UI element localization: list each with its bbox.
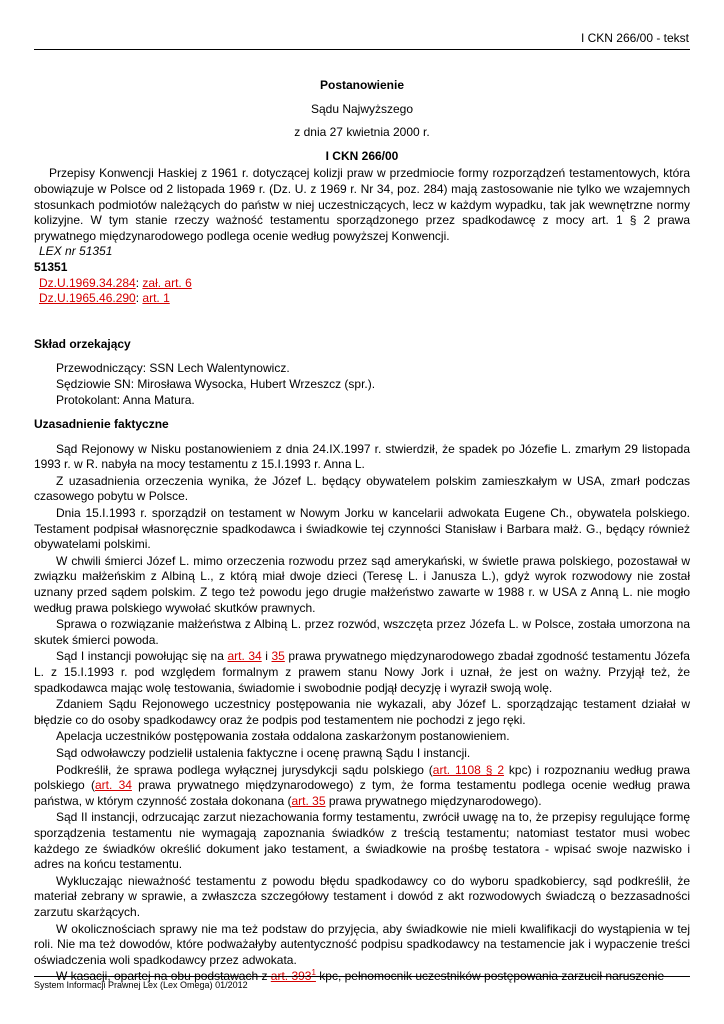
composition-heading: Skład orzekający [34, 336, 131, 351]
thesis-paragraph: Przepisy Konwencji Haskiej z 1961 r. dotyczącej kolizji praw w przedmiocie formy rozporządzeń testamentowych, która obowiązuje w Polsce od 2 listopada 1969 r. (Dz. U. z 1969 r. Nr 34, poz. 284) mają zastosowanie nie tylko we wzajemnych stosunkach podmiotów należących do państw w niej uczestniczących, lecz w każdym wypadku, tak jak wewnętrzne normy kolizyjne. W tym stanie rzeczy ważność testamentu sporządzonego przez spadkodawcę z mocy art. 1 § 2 prawa prywatnego międzynarodowego podlega ocenie według powyższej Konwencji. [34, 166, 690, 243]
ruling-date: z dnia 27 kwietnia 2000 r. [294, 125, 430, 140]
facts-paragraph: Apelacja uczestników postępowania została oddalona zaskarżonym postanowieniem. [56, 729, 510, 744]
article-link[interactable]: art. 1108 § 2 [432, 762, 505, 777]
reference-target-link[interactable]: art. 1 [142, 291, 170, 306]
article-link[interactable]: art. 35 [291, 793, 326, 808]
legal-reference-item: Dz.U.1969.34.284: zał. art. 6 [39, 275, 192, 290]
facts-paragraph: Podkreślił, że sprawa podlega wyłącznej jurysdykcji sądu polskiego (art. 1108 § 2 kpc) i rozpoznaniu według prawa polskiego (art. 34 prawa prywatnego międzynarodowego) z tym, że forma testamentu podlega ocenie według prawa państwa, w którym czynność została dokonana (art. 35 prawa prywatnego międzynarodowego). [34, 762, 691, 808]
court-name: Sądu Najwyższego [310, 101, 414, 116]
facts-paragraph: Sąd II instancji, odrzucając zarzut niezachowania formy testamentu, zwrócił uwagę na to, że przepisy regulujące formę sporządzenia testamentu nie wymagają zapoznania świadków z treścią testamentu; natomiast testator musi wobec każdego ze świadków określić dokument jako testament, a świadkowie na prośbę testatora - wpisać swoje nazwisko i adres na końcu testamentu. [34, 810, 690, 872]
composition-line: Sędziowie SN: Mirosława Wysocka, Hubert Wrzeszcz (spr.). [56, 376, 376, 391]
facts-paragraph: W chwili śmierci Józef L. mimo orzeczenia rozwodu przez sąd amerykański, w świetle prawa polskiego, pozostawał w związku małżeńskim z Albiną L., z którą miał dwoje dzieci (Teresę L. i Janusza L.), gdyż wyrok rozwodowy nie został uznany przed sądem polskim. Z tego też powodu jego drugie małżeństwo zawarte w 1988 r. w USA z Anną L. nie mogło według prawa polskiego wywołać skutków prawnych. [34, 553, 690, 615]
facts-paragraph: Sąd odwoławczy podzielił ustalenia faktyczne i ocenę prawną Sądu I instancji. [56, 745, 471, 760]
facts-paragraph: Sąd I instancji powołując się na art. 34 i 35 prawa prywatnego międzynarodowego zbadał zgodność testamentu Józefa L. z 15.I.1993 r. pod względem formalnym z prawem stanu Nowy Jork i uznał, że jest on ważny. Przyjął też, że spadkodawca mając wolę testowania, świadomie i swobodnie podjął decyzję i wyraził swoją wolę. [34, 649, 690, 695]
footer-divider [34, 976, 690, 977]
composition-line: Protokolant: Anna Matura. [56, 392, 195, 407]
composition-list [34, 361, 690, 408]
document-body [34, 78, 690, 986]
facts-paragraph: Sprawa o rozwiązanie małżeństwa z Albiną L. przez rozwód, wszczęta przez Józefa L. w Polsce, została umorzona na skutek śmierci powoda. [34, 617, 690, 647]
lex-reference: LEX nr 51351 [39, 244, 113, 259]
document-id-header: I CKN 266/00 - tekst [580, 31, 689, 45]
facts-paragraph: Sąd Rejonowy w Nisku postanowieniem z dnia 24.IX.1997 r. stwierdził, że spadek po Józefie L. zmarłym 29 listopada 1993 r. w R. nabyła na mocy testamentu z 15.I.1993 r. Anna L. [34, 441, 690, 472]
facts-heading: Uzasadnienie faktyczne [34, 417, 169, 432]
document-kind: Postanowienie [319, 78, 405, 92]
title-block [34, 78, 690, 164]
reference-source-link[interactable]: Dz.U.1965.46.290 [39, 291, 136, 306]
reference-target-link[interactable]: zał. art. 6 [142, 275, 192, 290]
footer-source: System Informacji Prawnej Lex (Lex Omega) 01/2012 [34, 980, 248, 990]
facts-paragraph: W okolicznościach sprawy nie ma też podstaw do przyjęcia, aby świadkowie nie mieli kwalifikacji do wystąpienia w tej roli. Nie ma też dowodów, które podważałyby autentyczność podpisu spadkodawcy na testamencie jak i wypaczenie treści oświadczenia woli spadkodawcy przez adwokata. [34, 921, 690, 967]
facts-paragraph: Wykluczając nieważność testamentu z powodu błędu spadkodawcy co do wyboru spadkobiercy, sąd podkreślił, że materiał zebrany w sprawie, a zwłaszcza szczegółowy testament i dowód z akt rozwodowych świadczą o bezzasadności zarzutu skarżących. [34, 873, 690, 919]
header-divider [34, 49, 690, 50]
legal-reference-item: Dz.U.1965.46.290: art. 1 [39, 291, 170, 306]
facts-paragraph: Zdaniem Sądu Rejonowego uczestnicy postępowania nie wykazali, aby Józef L. sporządzając testament działał w błędzie co do osoby spadkodawcy oraz że podpis pod testamentem nie pochodzi z jego ręki. [34, 697, 690, 727]
facts-paragraph: W kasacji, opartej na obu podstawach z art. $393^1$ kpc, pełnomocnik uczestników postępowania zarzucił naruszenie [56, 968, 665, 984]
composition-line: Przewodniczący: SSN Lech Walentynowicz. [56, 361, 290, 376]
facts-paragraph: Dnia 15.I.1993 r. sporządził on testament w Nowym Jorku w kancelarii adwokata Eugene Ch., obywatela polskiego. Testament podpisał własnoręcznie spadkodawca i świadkowie tej czynności Stanisław i Barbara małż. G., będący również obywatelami polskimi. [34, 506, 690, 552]
facts-paragraph: Z uzasadnienia orzeczenia wynika, że Józef L. będący obywatelem polskim zamieszkałym w USA, zmarł podczas czasowego pobytu w Polsce. [34, 473, 690, 504]
lex-number: 51351 [34, 259, 68, 274]
article-link[interactable]: 35 [271, 649, 285, 664]
reference-source-link[interactable]: Dz.U.1969.34.284 [39, 275, 136, 290]
article-link[interactable]: art. 34 [94, 778, 132, 793]
case-signature: I CKN 266/00 [325, 148, 399, 163]
article-link[interactable]: art. $393^1$ [270, 968, 316, 984]
article-link[interactable]: art. 34 [227, 649, 262, 664]
legal-references [34, 276, 690, 307]
